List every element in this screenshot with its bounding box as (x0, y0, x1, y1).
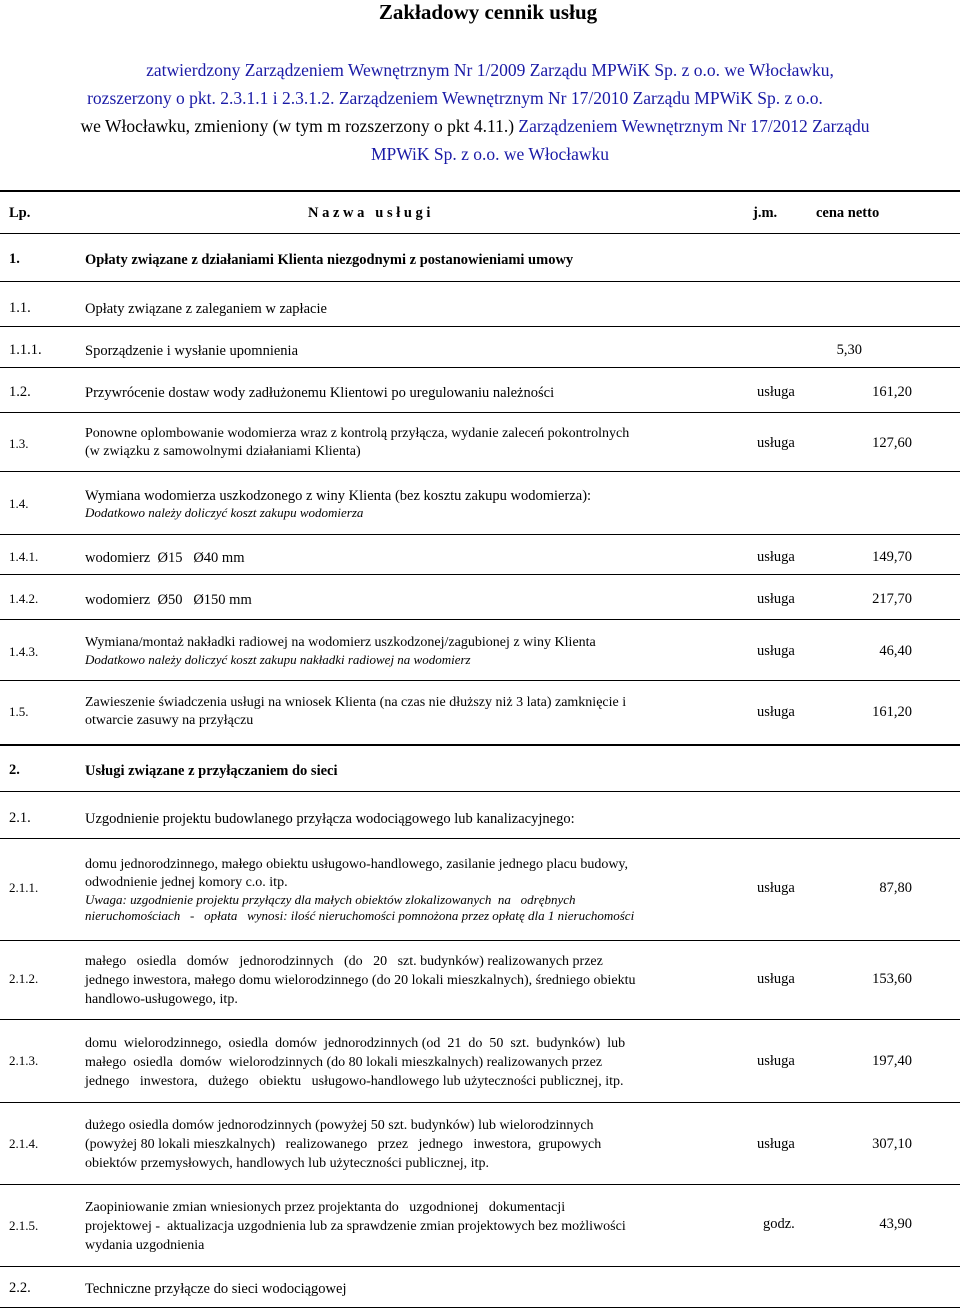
row-2-1-3-name-line-3: jednego inwestora, dużego obiektu usługowo-handlowego lub użyteczności publicznej, itp. (85, 1074, 624, 1089)
row-2-1-1-note-line-1: Uwaga: uzgodnienie projektu przyłączy dla małych obiektów zlokalizowanych na odrębnych (85, 892, 576, 907)
row-1-4-2-price: 217,70 (872, 591, 912, 607)
row-2-1-2-name (85, 952, 725, 1009)
row-1-4-2-lp: 1.4.2. (9, 591, 39, 606)
subtitle-line-1: zatwierdzony Zarządzeniem Wewnętrznym Nr 1/2009 Zarządu MPWiK Sp. z o.o. we Włocławku, (146, 60, 834, 80)
row-1-3-name-line-2: (w związku z samowolnymi działaniami Klienta) (85, 444, 361, 459)
row-rule (0, 281, 960, 282)
row-rule (0, 1307, 960, 1308)
document-title: Zakładowy cennik usług (378, 0, 598, 24)
row-1-5-name-line-2: otwarcie zasuwy na przyłączu (85, 713, 254, 728)
row-2-1-5-name-line-1: Zaopiniowanie zmian wniesionych przez projektanta do uzgodnionej dokumentacji (85, 1200, 566, 1215)
header-top-rule (0, 190, 960, 192)
row-1-4-name-text: Wymiana wodomierza uszkodzonego z winy Klienta (bez kosztu zakupu wodomierza): (85, 488, 592, 504)
row-1-5-name-line-1: Zawieszenie świadczenia usługi na wniosek Klienta (na czas nie dłuższy niż 3 lata) zamknięcie i (85, 695, 627, 710)
row-rule (0, 940, 960, 941)
row-2-1-3-name-line-1: domu wielorodzinnego, osiedla domów jednorodzinnych (od 21 do 50 szt. budynków) lub (85, 1036, 626, 1051)
header-lp: Lp. (9, 205, 31, 221)
row-2-1-3-price: 197,40 (872, 1053, 912, 1069)
row-2-1-4-price: 307,10 (872, 1136, 912, 1152)
row-2-1-3-jm: usługa (757, 1053, 795, 1069)
row-1-3-jm: usługa (757, 435, 795, 451)
header-bottom-rule (0, 233, 960, 234)
row-1-4-name (85, 487, 725, 521)
subtitle-line-2: rozszerzony o pkt. 2.3.1.1 i 2.3.1.2. Zarządzeniem Wewnętrznym Nr 17/2010 Zarządu MPWiK Sp. z o.o. (87, 88, 823, 108)
row-2-1-3-lp: 2.1.3. (9, 1053, 39, 1068)
row-2-1-lp: 2.1. (9, 810, 31, 826)
row-2-1-1-name-line-2: odwodnienie jednej komory c.o. itp. (85, 875, 288, 890)
row-1-4-3-name (85, 634, 745, 668)
row-2-1-2-jm: usługa (757, 971, 795, 987)
subtitle-line-3b: Zarządzeniem Wewnętrznym Nr 17/2012 Zarządu (514, 116, 870, 136)
row-2-1-4-lp: 2.1.4. (9, 1136, 39, 1151)
subtitle-line-3 (0, 112, 910, 140)
row-2-1-2-lp: 2.1.2. (9, 971, 39, 986)
subtitle-line-4: MPWiK Sp. z o.o. we Włocławku (370, 144, 610, 164)
row-1-4-1-lp: 1.4.1. (9, 549, 39, 564)
row-2-1-5-name-line-2: projektowej - aktualizacja uzgodnienia lub za sprawdzenie zmian projektowych bez możliwości (85, 1219, 626, 1234)
row-1-1-1-name: Sporządzenie i wysłanie upomnienia (85, 343, 299, 359)
row-2-2-lp: 2.2. (9, 1280, 31, 1296)
row-1-5-name (85, 694, 725, 730)
row-2-1-4-jm: usługa (757, 1136, 795, 1152)
row-1-4-2-jm: usługa (757, 591, 795, 607)
row-2-1-1-lp: 2.1.1. (9, 880, 39, 895)
row-rule (0, 838, 960, 839)
row-1-4-2-name: wodomierz Ø50 Ø150 mm (85, 592, 252, 608)
row-2-2-name: Techniczne przyłącze do sieci wodociągowej (85, 1281, 347, 1297)
row-1-3-name (85, 425, 725, 461)
row-1-5-jm: usługa (757, 704, 795, 720)
row-2-1-5-jm: godz. (763, 1216, 795, 1232)
row-1-4-3-lp: 1.4.3. (9, 644, 39, 659)
row-1-1-name: Opłaty związane z zaleganiem w zapłacie (85, 301, 327, 317)
row-2-1-2-name-line-3: handlowo-usługowego, itp. (85, 992, 238, 1007)
header-price: cena netto (816, 205, 880, 221)
row-rule (0, 534, 960, 535)
row-rule (0, 326, 960, 327)
row-1-2-jm: usługa (757, 384, 795, 400)
row-rule (0, 1102, 960, 1103)
row-rule (0, 412, 960, 413)
row-rule (0, 791, 960, 792)
row-1-1-1-price: 5,30 (836, 342, 862, 358)
row-1-4-lp: 1.4. (9, 496, 29, 511)
row-1-4-3-price: 46,40 (879, 643, 912, 659)
row-2-lp: 2. (9, 762, 20, 778)
row-2-1-1-name (85, 856, 725, 924)
row-1-name: Opłaty związane z działaniami Klienta niezgodnymi z postanowieniami umowy (85, 252, 574, 268)
row-1-4-3-note: Dodatkowo należy doliczyć koszt zakupu nakładki radiowej na wodomierz (85, 652, 471, 667)
row-2-1-2-name-line-2: jednego inwestora, małego domu wielorodzinnego (do 20 lokali mieszkalnych), średniego obiektu (85, 973, 636, 988)
row-1-1-1-lp: 1.1.1. (9, 342, 42, 358)
row-1-2-price: 161,20 (872, 384, 912, 400)
row-2-1-4-name-line-1: dużego osiedla domów jednorodzinnych (powyżej 50 szt. budynków) lub wielorodzinnych (85, 1118, 594, 1133)
row-rule (0, 367, 960, 368)
row-1-2-lp: 1.2. (9, 384, 31, 400)
row-1-4-1-name: wodomierz Ø15 Ø40 mm (85, 550, 245, 566)
row-2-1-5-price: 43,90 (879, 1216, 912, 1232)
row-rule (0, 1019, 960, 1020)
row-2-1-1-price: 87,80 (879, 880, 912, 896)
row-2-1-5-lp: 2.1.5. (9, 1218, 39, 1233)
row-2-1-5-name (85, 1198, 725, 1255)
row-2-1-3-name (85, 1034, 725, 1091)
row-rule (0, 680, 960, 681)
row-2-name: Usługi związane z przyłączaniem do sieci (85, 763, 338, 779)
header-name: N a z w a u s ł u g i (308, 205, 431, 221)
row-1-4-1-jm: usługa (757, 549, 795, 565)
row-2-1-1-note-line-2: nieruchomościach - opłata wynosi: ilość nieruchomości pomnożona przez opłatę dla 1 nieruchomości (85, 908, 635, 923)
row-1-5-lp: 1.5. (9, 704, 29, 719)
row-2-1-1-name-line-1: domu jednorodzinnego, małego obiektu usługowo-handlowego, zasilanie jednego placu budowy, (85, 857, 629, 872)
row-rule (0, 1266, 960, 1267)
row-rule (0, 1184, 960, 1185)
document-subtitle (0, 56, 910, 168)
row-1-3-lp: 1.3. (9, 436, 29, 451)
row-rule (0, 619, 960, 620)
row-2-1-2-name-line-1: małego osiedla domów jednorodzinnych (do 20 szt. budynków) realizowanych przez (85, 954, 603, 969)
header-jm: j.m. (753, 205, 778, 221)
row-rule (0, 471, 960, 472)
row-1-4-3-name-text: Wymiana/montaż nakładki radiowej na wodomierz uszkodzonej/zagubionej z winy Klienta (85, 635, 596, 650)
row-2-1-1-jm: usługa (757, 880, 795, 896)
row-1-4-1-price: 149,70 (872, 549, 912, 565)
row-2-1-4-name-line-2: (powyżej 80 lokali mieszkalnych) realizowanego przez jednego inwestora, grupowych (85, 1137, 602, 1152)
row-1-4-note: Dodatkowo należy doliczyć koszt zakupu wodomierza (85, 505, 364, 520)
row-1-5-price: 161,20 (872, 704, 912, 720)
row-2-1-5-name-line-3: wydania uzgodnienia (85, 1238, 205, 1253)
row-1-1-lp: 1.1. (9, 300, 31, 316)
row-2-1-4-name (85, 1116, 725, 1173)
row-2-1-4-name-line-3: obiektów przemysłowych, handlowych lub użyteczności publicznej, itp. (85, 1156, 489, 1171)
row-rule (0, 574, 960, 575)
row-2-1-2-price: 153,60 (872, 971, 912, 987)
row-1-2-name: Przywrócenie dostaw wody zadłużonemu Klientowi po uregulowaniu należności (85, 385, 555, 401)
row-1-3-price: 127,60 (872, 435, 912, 451)
row-1-4-3-jm: usługa (757, 643, 795, 659)
row-2-1-name: Uzgodnienie projektu budowlanego przyłącza wodociągowego lub kanalizacyjnego: (85, 811, 575, 827)
row-2-1-3-name-line-2: małego osiedla domów wielorodzinnych (do 80 lokali mieszkalnych) realizowanych przez (85, 1055, 603, 1070)
section-rule (0, 744, 960, 746)
row-1-lp: 1. (9, 251, 20, 267)
subtitle-line-3a: we Włocławku, zmieniony (w tym m rozszerzony o pkt 4.11.) (80, 116, 515, 136)
row-1-3-name-line-1: Ponowne oplombowanie wodomierza wraz z kontrolą przyłącza, wydanie zaleceń pokontrolnych (85, 426, 630, 441)
